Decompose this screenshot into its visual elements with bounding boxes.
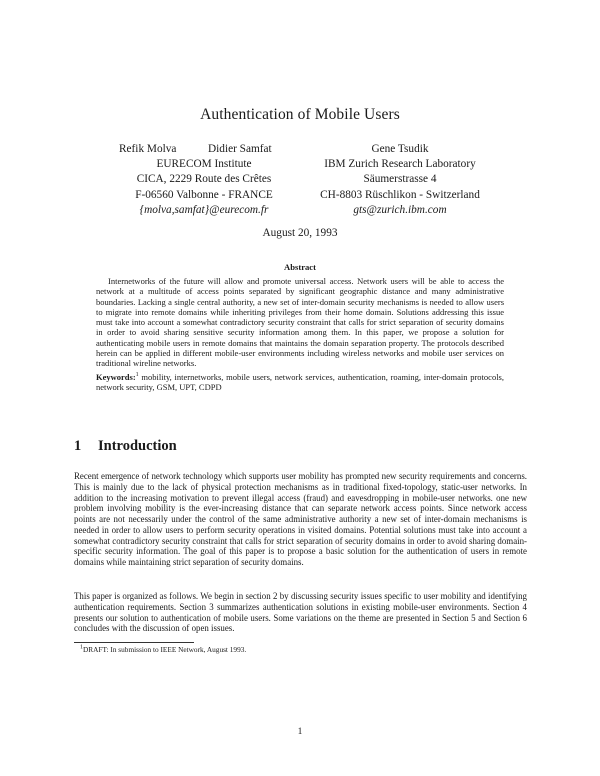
author-email-right: gts@zurich.ibm.com (353, 203, 447, 216)
abstract-heading: Abstract (284, 262, 316, 272)
section-title: Introduction (98, 438, 177, 454)
author-address-left-1: CICA, 2229 Route des Crêtes (136, 173, 272, 186)
author-name-molva: Refik Molva (119, 143, 177, 155)
author-column-right (305, 142, 495, 218)
footnote (80, 645, 246, 654)
keywords-footnote-mark: 1 (135, 372, 139, 379)
author-address-left-2: F-06560 Valbonne - FRANCE (135, 188, 273, 201)
author-institute-left: EURECOM Institute (156, 158, 252, 171)
author-name-samfat: Didier Samfat (208, 143, 272, 155)
author-email-left: {molva,samfat}@eurecom.fr (139, 203, 269, 216)
keywords-text: mobility, internetworks, mobile users, network services, authentication, roaming, inter-domain protocols, network security, GSM, UPT, CDPD (96, 372, 504, 393)
author-names-left (104, 142, 304, 157)
paper-date: August 20, 1993 (262, 227, 338, 239)
paper-title: Authentication of Mobile Users (200, 106, 400, 123)
author-address-right-2: CH-8803 Rüschlikon - Switzerland (320, 188, 480, 201)
author-block (0, 142, 600, 222)
abstract-text: Internetworks of the future will allow and promote universal access. Network users will be able to access the network at a multitude of access points separated by significant geographic distance and many administrative boundaries. Lacking a single central authority, a new set of inter-domain security mechanisms is needed to allow users to migrate into remote domains while inheriting privileges from their home domain. Solutions addressing this issue must take into account a somewhat contradictory security constraint that calls for strict separation of security domains in order to avoid sharing sensitive security information among them. In this paper, we propose a solution for authenticating mobile users in remote domains that maintains the domain separation property. The protocols described herein can be applied in different mobile-user environments including wireless networks and mobile user services on traditional wireline networks. (96, 276, 504, 369)
footnote-mark: 1 (80, 644, 83, 651)
intro-paragraph-2: This paper is organized as follows. We begin in section 2 by discussing security issues specific to user mobility and identifying authentication requirements. Section 3 summarizes authentication solutions in existing mobile-user environments. Section 4 presents our solution to authentication of mobile users. Some variations on the theme are presented in Section 5 and Section 6 concludes with the discussion of open issues. (74, 591, 527, 634)
footnote-rule (74, 642, 194, 643)
section-heading (74, 438, 177, 455)
page-number: 1 (297, 727, 303, 737)
keywords-label: Keywords: (96, 372, 136, 382)
intro-paragraph-1: Recent emergence of network technology which supports user mobility has prompted new security requirements and concerns. This is mainly due to the lack of physical protection mechanisms as in traditional fixed-topology, static-user networks. In addition to the increasing motivation to prevent illegal access (fraud) and eavesdropping in mobile-user networks. one new problem involving mobility is the ever-increasing distance that can separate network access points. Since network access points are not necessarily under the control of the same administrative authority a new set of inter-domain mechanisms is needed in order to allow users to perform security operations in visited domains. Potential solutions must take into account a somewhat contradictory security constraint that calls for strict separation of security domains in order to avoid sharing domain-specific security information. The goal of this paper is to propose a basic solution for the authentication of users in remote domains while maintaining strict separation of security domains. (74, 471, 527, 567)
author-institute-right: IBM Zurich Research Laboratory (324, 158, 476, 171)
author-name-tsudik: Gene Tsudik (371, 143, 429, 155)
keywords-line (96, 372, 504, 393)
footnote-text: DRAFT: In submission to IEEE Network, August 1993. (83, 645, 247, 654)
author-address-right-1: Säumerstrasse 4 (363, 173, 437, 186)
section-number: 1 (74, 438, 82, 454)
author-column-left (104, 142, 304, 218)
